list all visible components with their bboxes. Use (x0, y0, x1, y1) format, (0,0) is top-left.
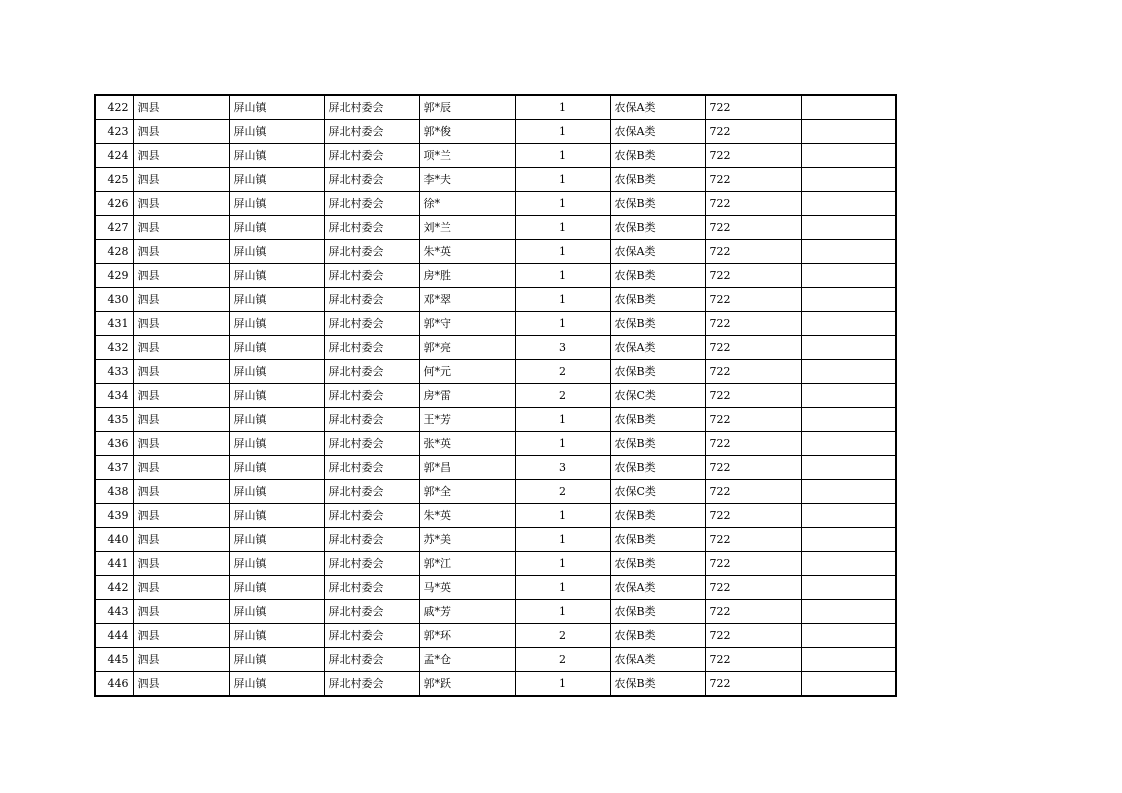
category-cell: 农保B类 (610, 192, 705, 216)
county-cell: 泗县 (133, 552, 229, 576)
name-cell: 苏*美 (419, 528, 515, 552)
household-count-cell: 1 (515, 240, 610, 264)
household-count-cell: 2 (515, 360, 610, 384)
name-cell: 郭*昌 (419, 456, 515, 480)
household-count-cell: 1 (515, 288, 610, 312)
amount-cell: 722 (705, 504, 801, 528)
county-cell: 泗县 (133, 432, 229, 456)
village-committee-cell: 屏北村委会 (324, 264, 419, 288)
village-committee-cell: 屏北村委会 (324, 216, 419, 240)
row-number-cell: 441 (95, 552, 133, 576)
table-row (95, 336, 896, 360)
note-cell (801, 528, 896, 552)
town-cell: 屏山镇 (229, 240, 324, 264)
county-cell: 泗县 (133, 216, 229, 240)
county-cell: 泗县 (133, 288, 229, 312)
note-cell (801, 288, 896, 312)
county-cell: 泗县 (133, 528, 229, 552)
row-number-cell: 427 (95, 216, 133, 240)
town-cell: 屏山镇 (229, 288, 324, 312)
table-row (95, 480, 896, 504)
household-count-cell: 1 (515, 144, 610, 168)
town-cell: 屏山镇 (229, 600, 324, 624)
household-count-cell: 2 (515, 648, 610, 672)
town-cell: 屏山镇 (229, 504, 324, 528)
row-number-cell: 442 (95, 576, 133, 600)
amount-cell: 722 (705, 312, 801, 336)
name-cell: 项*兰 (419, 144, 515, 168)
household-count-cell: 1 (515, 168, 610, 192)
category-cell: 农保B类 (610, 552, 705, 576)
name-cell: 郭*环 (419, 624, 515, 648)
county-cell: 泗县 (133, 360, 229, 384)
household-count-cell: 2 (515, 384, 610, 408)
note-cell (801, 312, 896, 336)
amount-cell: 722 (705, 576, 801, 600)
row-number-cell: 430 (95, 288, 133, 312)
town-cell: 屏山镇 (229, 528, 324, 552)
note-cell (801, 360, 896, 384)
category-cell: 农保A类 (610, 95, 705, 120)
village-committee-cell: 屏北村委会 (324, 192, 419, 216)
household-count-cell: 2 (515, 480, 610, 504)
amount-cell: 722 (705, 528, 801, 552)
row-number-cell: 433 (95, 360, 133, 384)
amount-cell: 722 (705, 408, 801, 432)
name-cell: 朱*英 (419, 504, 515, 528)
village-committee-cell: 屏北村委会 (324, 168, 419, 192)
table-row (95, 312, 896, 336)
row-number-cell: 429 (95, 264, 133, 288)
village-committee-cell: 屏北村委会 (324, 648, 419, 672)
household-count-cell: 3 (515, 456, 610, 480)
table-row (95, 456, 896, 480)
county-cell: 泗县 (133, 312, 229, 336)
table-row (95, 552, 896, 576)
row-number-cell: 425 (95, 168, 133, 192)
town-cell: 屏山镇 (229, 384, 324, 408)
village-committee-cell: 屏北村委会 (324, 672, 419, 697)
category-cell: 农保A类 (610, 576, 705, 600)
county-cell: 泗县 (133, 672, 229, 697)
county-cell: 泗县 (133, 95, 229, 120)
county-cell: 泗县 (133, 624, 229, 648)
county-cell: 泗县 (133, 144, 229, 168)
village-committee-cell: 屏北村委会 (324, 624, 419, 648)
name-cell: 郭*亮 (419, 336, 515, 360)
table-row (95, 624, 896, 648)
town-cell: 屏山镇 (229, 192, 324, 216)
village-committee-cell: 屏北村委会 (324, 360, 419, 384)
village-committee-cell: 屏北村委会 (324, 288, 419, 312)
village-committee-cell: 屏北村委会 (324, 480, 419, 504)
household-count-cell: 1 (515, 408, 610, 432)
table-row (95, 168, 896, 192)
county-cell: 泗县 (133, 648, 229, 672)
category-cell: 农保A类 (610, 240, 705, 264)
category-cell: 农保B类 (610, 264, 705, 288)
village-committee-cell: 屏北村委会 (324, 432, 419, 456)
amount-cell: 722 (705, 672, 801, 697)
name-cell: 郭*跃 (419, 672, 515, 697)
amount-cell: 722 (705, 480, 801, 504)
table-row (95, 432, 896, 456)
row-number-cell: 435 (95, 408, 133, 432)
town-cell: 屏山镇 (229, 408, 324, 432)
row-number-cell: 439 (95, 504, 133, 528)
note-cell (801, 600, 896, 624)
household-count-cell: 1 (515, 528, 610, 552)
row-number-cell: 426 (95, 192, 133, 216)
town-cell: 屏山镇 (229, 336, 324, 360)
table-row (95, 600, 896, 624)
household-count-cell: 1 (515, 192, 610, 216)
note-cell (801, 552, 896, 576)
county-cell: 泗县 (133, 600, 229, 624)
note-cell (801, 168, 896, 192)
town-cell: 屏山镇 (229, 144, 324, 168)
village-committee-cell: 屏北村委会 (324, 408, 419, 432)
table-row (95, 672, 896, 697)
table-row (95, 528, 896, 552)
amount-cell: 722 (705, 360, 801, 384)
name-cell: 张*英 (419, 432, 515, 456)
town-cell: 屏山镇 (229, 624, 324, 648)
name-cell: 郭*辰 (419, 95, 515, 120)
name-cell: 徐* (419, 192, 515, 216)
data-table (94, 94, 897, 697)
name-cell: 郭*守 (419, 312, 515, 336)
household-count-cell: 1 (515, 95, 610, 120)
amount-cell: 722 (705, 168, 801, 192)
village-committee-cell: 屏北村委会 (324, 528, 419, 552)
town-cell: 屏山镇 (229, 672, 324, 697)
name-cell: 李*夫 (419, 168, 515, 192)
row-number-cell: 424 (95, 144, 133, 168)
row-number-cell: 438 (95, 480, 133, 504)
village-committee-cell: 屏北村委会 (324, 240, 419, 264)
amount-cell: 722 (705, 288, 801, 312)
row-number-cell: 422 (95, 95, 133, 120)
county-cell: 泗县 (133, 120, 229, 144)
county-cell: 泗县 (133, 168, 229, 192)
category-cell: 农保B类 (610, 144, 705, 168)
category-cell: 农保B类 (610, 432, 705, 456)
category-cell: 农保C类 (610, 384, 705, 408)
note-cell (801, 672, 896, 697)
amount-cell: 722 (705, 216, 801, 240)
table-row (95, 288, 896, 312)
amount-cell: 722 (705, 336, 801, 360)
category-cell: 农保A类 (610, 648, 705, 672)
village-committee-cell: 屏北村委会 (324, 144, 419, 168)
village-committee-cell: 屏北村委会 (324, 552, 419, 576)
table-row (95, 504, 896, 528)
name-cell: 房*雷 (419, 384, 515, 408)
village-committee-cell: 屏北村委会 (324, 384, 419, 408)
county-cell: 泗县 (133, 264, 229, 288)
row-number-cell: 423 (95, 120, 133, 144)
town-cell: 屏山镇 (229, 576, 324, 600)
name-cell: 孟*仓 (419, 648, 515, 672)
note-cell (801, 480, 896, 504)
amount-cell: 722 (705, 648, 801, 672)
category-cell: 农保C类 (610, 480, 705, 504)
town-cell: 屏山镇 (229, 432, 324, 456)
table-row (95, 360, 896, 384)
row-number-cell: 428 (95, 240, 133, 264)
category-cell: 农保B类 (610, 288, 705, 312)
town-cell: 屏山镇 (229, 216, 324, 240)
village-committee-cell: 屏北村委会 (324, 456, 419, 480)
village-committee-cell: 屏北村委会 (324, 576, 419, 600)
table-row (95, 408, 896, 432)
county-cell: 泗县 (133, 504, 229, 528)
note-cell (801, 408, 896, 432)
name-cell: 刘*兰 (419, 216, 515, 240)
household-count-cell: 1 (515, 216, 610, 240)
household-count-cell: 1 (515, 432, 610, 456)
row-number-cell: 445 (95, 648, 133, 672)
household-count-cell: 1 (515, 504, 610, 528)
household-count-cell: 1 (515, 600, 610, 624)
note-cell (801, 216, 896, 240)
note-cell (801, 336, 896, 360)
note-cell (801, 192, 896, 216)
name-cell: 郭*全 (419, 480, 515, 504)
table-row (95, 264, 896, 288)
note-cell (801, 456, 896, 480)
name-cell: 房*胜 (419, 264, 515, 288)
amount-cell: 722 (705, 552, 801, 576)
household-count-cell: 1 (515, 672, 610, 697)
category-cell: 农保B类 (610, 360, 705, 384)
table-body (95, 95, 896, 696)
row-number-cell: 432 (95, 336, 133, 360)
town-cell: 屏山镇 (229, 456, 324, 480)
amount-cell: 722 (705, 600, 801, 624)
county-cell: 泗县 (133, 336, 229, 360)
table-row (95, 192, 896, 216)
note-cell (801, 144, 896, 168)
name-cell: 马*英 (419, 576, 515, 600)
note-cell (801, 95, 896, 120)
county-cell: 泗县 (133, 480, 229, 504)
amount-cell: 722 (705, 384, 801, 408)
town-cell: 屏山镇 (229, 360, 324, 384)
table-row (95, 240, 896, 264)
household-count-cell: 1 (515, 552, 610, 576)
village-committee-cell: 屏北村委会 (324, 336, 419, 360)
category-cell: 农保B类 (610, 456, 705, 480)
household-count-cell: 1 (515, 264, 610, 288)
category-cell: 农保B类 (610, 216, 705, 240)
note-cell (801, 576, 896, 600)
note-cell (801, 384, 896, 408)
village-committee-cell: 屏北村委会 (324, 504, 419, 528)
town-cell: 屏山镇 (229, 120, 324, 144)
row-number-cell: 434 (95, 384, 133, 408)
name-cell: 戚*芳 (419, 600, 515, 624)
county-cell: 泗县 (133, 384, 229, 408)
amount-cell: 722 (705, 120, 801, 144)
household-count-cell: 1 (515, 120, 610, 144)
row-number-cell: 431 (95, 312, 133, 336)
row-number-cell: 436 (95, 432, 133, 456)
county-cell: 泗县 (133, 192, 229, 216)
category-cell: 农保B类 (610, 528, 705, 552)
town-cell: 屏山镇 (229, 312, 324, 336)
note-cell (801, 120, 896, 144)
town-cell: 屏山镇 (229, 552, 324, 576)
name-cell: 朱*英 (419, 240, 515, 264)
amount-cell: 722 (705, 432, 801, 456)
note-cell (801, 624, 896, 648)
note-cell (801, 648, 896, 672)
name-cell: 郭*俊 (419, 120, 515, 144)
category-cell: 农保A类 (610, 336, 705, 360)
table-row (95, 216, 896, 240)
category-cell: 农保B类 (610, 312, 705, 336)
amount-cell: 722 (705, 264, 801, 288)
amount-cell: 722 (705, 144, 801, 168)
county-cell: 泗县 (133, 576, 229, 600)
category-cell: 农保B类 (610, 672, 705, 697)
name-cell: 郭*江 (419, 552, 515, 576)
village-committee-cell: 屏北村委会 (324, 95, 419, 120)
row-number-cell: 440 (95, 528, 133, 552)
table-row (95, 95, 896, 120)
county-cell: 泗县 (133, 240, 229, 264)
note-cell (801, 264, 896, 288)
household-count-cell: 1 (515, 576, 610, 600)
table-row (95, 648, 896, 672)
town-cell: 屏山镇 (229, 648, 324, 672)
amount-cell: 722 (705, 240, 801, 264)
household-count-cell: 2 (515, 624, 610, 648)
category-cell: 农保B类 (610, 600, 705, 624)
row-number-cell: 443 (95, 600, 133, 624)
category-cell: 农保B类 (610, 504, 705, 528)
amount-cell: 722 (705, 192, 801, 216)
household-count-cell: 1 (515, 312, 610, 336)
table-row (95, 120, 896, 144)
table-row (95, 576, 896, 600)
table-row (95, 144, 896, 168)
town-cell: 屏山镇 (229, 264, 324, 288)
county-cell: 泗县 (133, 408, 229, 432)
note-cell (801, 240, 896, 264)
town-cell: 屏山镇 (229, 95, 324, 120)
town-cell: 屏山镇 (229, 168, 324, 192)
category-cell: 农保A类 (610, 120, 705, 144)
name-cell: 王*芳 (419, 408, 515, 432)
category-cell: 农保B类 (610, 408, 705, 432)
county-cell: 泗县 (133, 456, 229, 480)
village-committee-cell: 屏北村委会 (324, 600, 419, 624)
row-number-cell: 437 (95, 456, 133, 480)
amount-cell: 722 (705, 624, 801, 648)
village-committee-cell: 屏北村委会 (324, 312, 419, 336)
row-number-cell: 446 (95, 672, 133, 697)
amount-cell: 722 (705, 95, 801, 120)
town-cell: 屏山镇 (229, 480, 324, 504)
note-cell (801, 432, 896, 456)
village-committee-cell: 屏北村委会 (324, 120, 419, 144)
category-cell: 农保B类 (610, 624, 705, 648)
row-number-cell: 444 (95, 624, 133, 648)
name-cell: 邓*翠 (419, 288, 515, 312)
name-cell: 何*元 (419, 360, 515, 384)
note-cell (801, 504, 896, 528)
amount-cell: 722 (705, 456, 801, 480)
household-count-cell: 3 (515, 336, 610, 360)
category-cell: 农保B类 (610, 168, 705, 192)
table-row (95, 384, 896, 408)
